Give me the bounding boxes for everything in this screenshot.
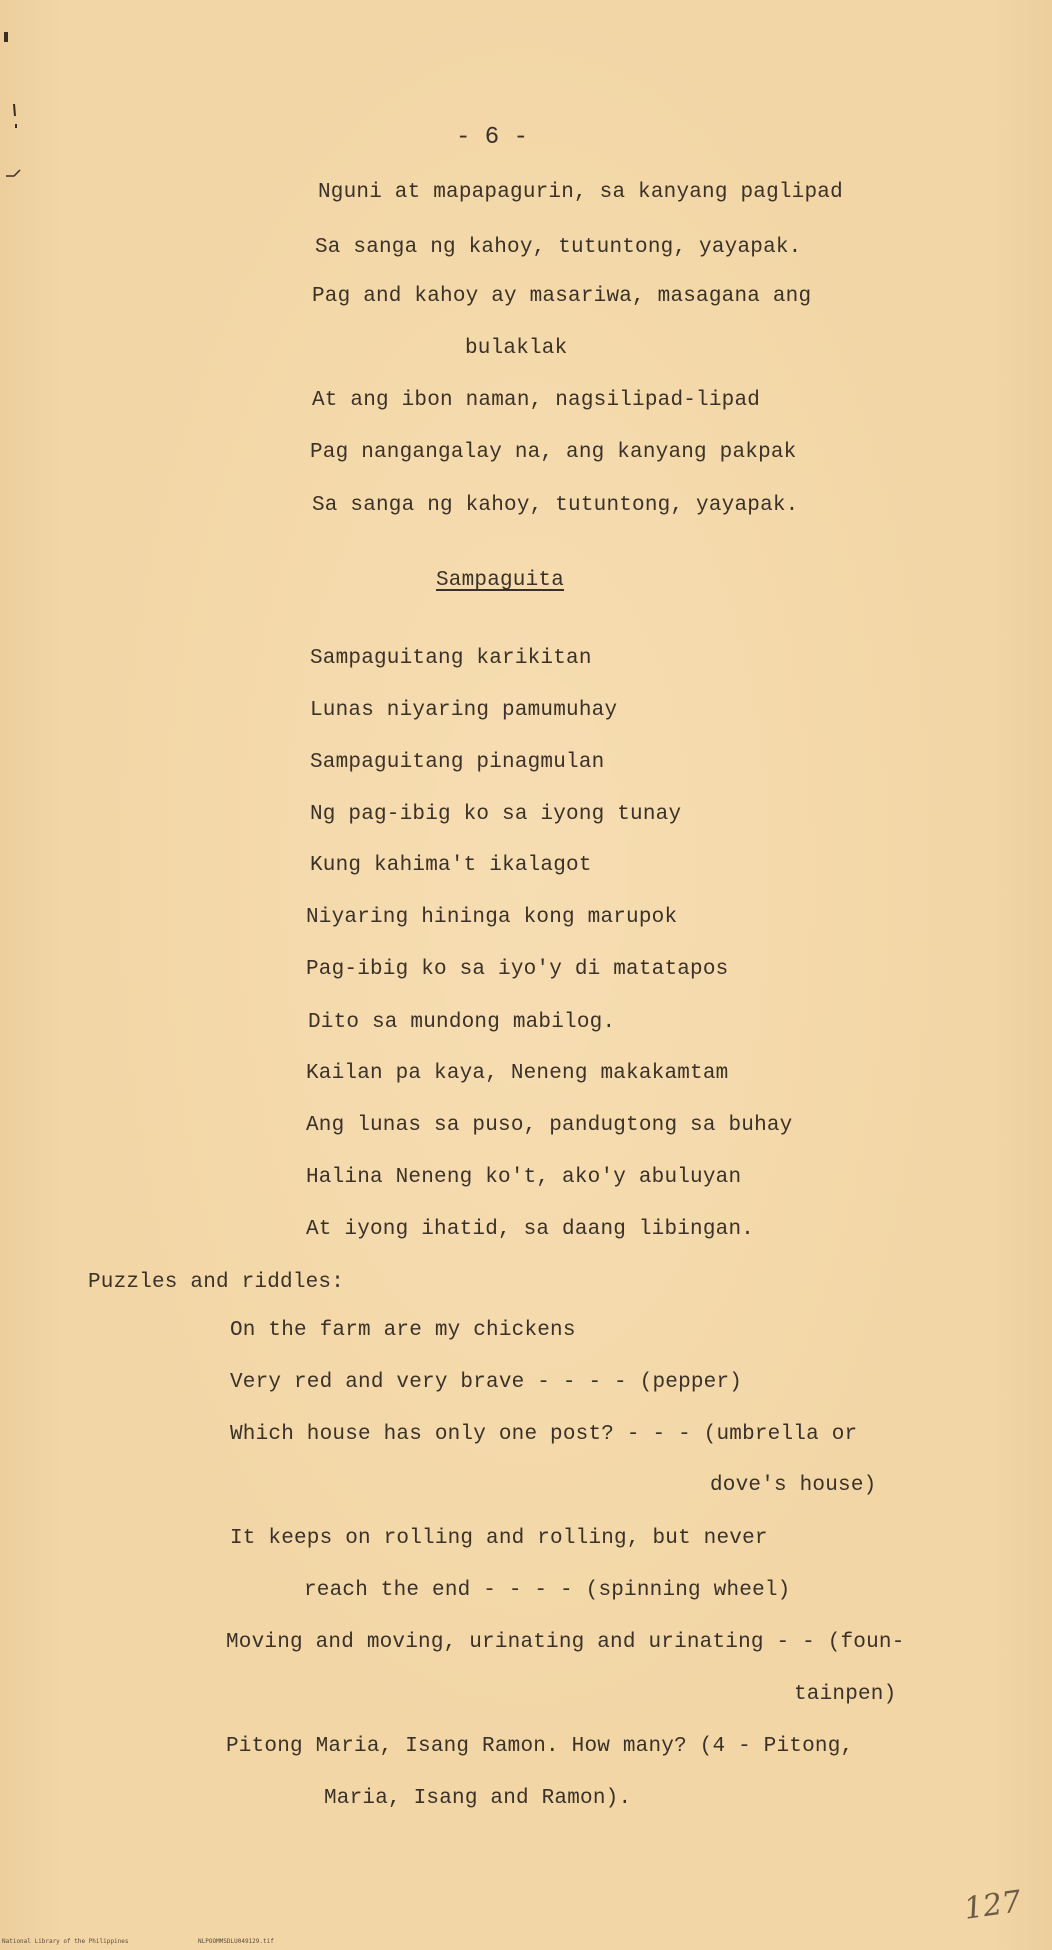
footer-library-name: National Library of the Philippines <box>2 1938 129 1945</box>
riddle-line-5: It keeps on rolling and rolling, but never <box>230 1527 768 1550</box>
riddle-line-10: Maria, Isang and Ramon). <box>324 1787 632 1810</box>
page-stamp-number: 127 <box>961 1884 1024 1927</box>
poem1-line-5: At ang ibon naman, nagsilipad-lipad <box>312 389 761 412</box>
poem2-line-11: Halina Neneng ko't, ako'y abuluyan <box>306 1166 742 1189</box>
poem2-line-4: Ng pag-ibig ko sa iyong tunay <box>310 803 682 826</box>
poem1-line-7: Sa sanga ng kahoy, tutuntong, yayapak. <box>312 494 799 517</box>
poem2-line-1: Sampaguitang karikitan <box>310 647 592 670</box>
poem2-line-3: Sampaguitang pinagmulan <box>310 751 605 774</box>
margin-marks <box>0 0 60 200</box>
riddle-line-2: Very red and very brave - - - - (pepper) <box>230 1371 743 1394</box>
poem2-line-10: Ang lunas sa puso, pandugtong sa buhay <box>306 1114 793 1137</box>
poem1-line-4: bulaklak <box>465 337 568 360</box>
sampaguita-heading: Sampaguita <box>436 569 565 592</box>
poem2-line-8: Dito sa mundong mabilog. <box>308 1011 616 1034</box>
footer-file-id: NLPOOMMSDLU049129.tif <box>198 1938 274 1945</box>
poem2-line-7: Pag-ibig ko sa iyo'y di matatapos <box>306 958 729 981</box>
page-number: - 6 - <box>456 124 529 151</box>
poem2-line-12: At iyong ihatid, sa daang libingan. <box>306 1218 755 1241</box>
poem2-line-2: Lunas niyaring pamumuhay <box>310 699 618 722</box>
poem1-line-3: Pag and kahoy ay masariwa, masagana ang <box>312 285 812 308</box>
poem2-line-9: Kailan pa kaya, Neneng makakamtam <box>306 1062 729 1085</box>
riddle-line-8: tainpen) <box>794 1683 897 1706</box>
riddle-line-9: Pitong Maria, Isang Ramon. How many? (4 - Pitong, <box>226 1735 854 1758</box>
riddle-line-7: Moving and moving, urinating and urinating - - (foun- <box>226 1631 905 1654</box>
riddle-line-6: reach the end - - - - (spinning wheel) <box>304 1579 791 1602</box>
riddle-line-3: Which house has only one post? - - - (umbrella or <box>230 1423 858 1446</box>
poem1-line-2: Sa sanga ng kahoy, tutuntong, yayapak. <box>315 236 802 259</box>
poem1-line-1: Nguni at mapapagurin, sa kanyang paglipad <box>318 181 843 204</box>
poem2-line-6: Niyaring hininga kong marupok <box>306 906 678 929</box>
riddle-line-1: On the farm are my chickens <box>230 1319 576 1342</box>
riddle-line-4: dove's house) <box>710 1474 877 1497</box>
puzzles-heading: Puzzles and riddles: <box>88 1271 345 1294</box>
poem1-line-6: Pag nangangalay na, ang kanyang pakpak <box>310 441 797 464</box>
poem2-line-5: Kung kahima't ikalagot <box>310 854 592 877</box>
